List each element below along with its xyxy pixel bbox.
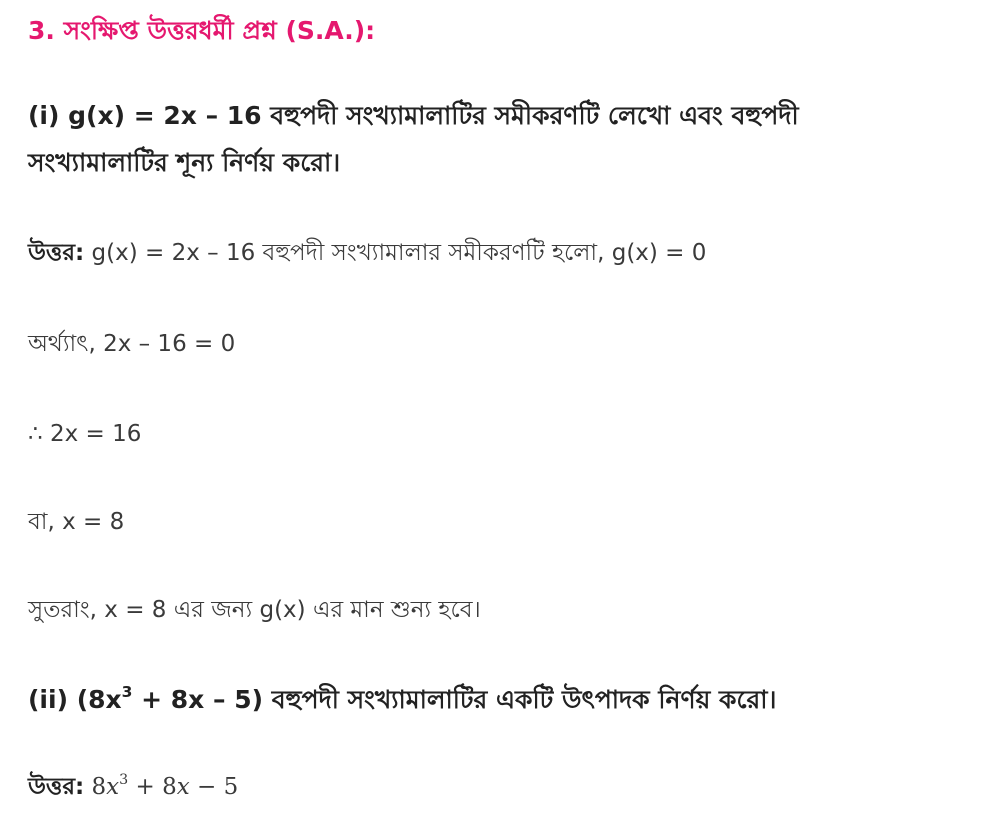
answer-1-conclusion: সুতরাং, x = 8 এর জন্য g(x) এর মান শুন্য হবে। <box>28 597 481 623</box>
answer-1-text: g(x) = 2x – 16 বহুপদী সংখ্যামালার সমীকরণটি হলো, g(x) = 0 <box>84 240 707 266</box>
question-2-exponent: 3 <box>121 683 133 702</box>
answer-2-coef: 8 <box>84 774 107 800</box>
answer-1-step-3: বা, x = 8 <box>28 509 125 535</box>
section-heading: 3. সংক্ষিপ্ত উত্তরধর্মী প্রশ্ন (S.A.): <box>28 16 376 45</box>
answer-2-term-3: − 5 <box>189 774 239 800</box>
question-2-prefix: (ii) (8x <box>28 685 122 714</box>
answer-1-line <box>28 240 706 268</box>
answer-label: উত্তর: <box>28 240 85 266</box>
question-2 <box>28 685 776 715</box>
answer-1-step-1: অর্থ্যাৎ, 2x – 16 = 0 <box>28 331 236 357</box>
question-1-line-1: (i) g(x) = 2x – 16 বহুপদী সংখ্যামালাটির সমীকরণটি লেখো এবং বহুপদী <box>28 101 799 130</box>
answer-2-line <box>28 774 238 802</box>
answer-label: উত্তর: <box>28 774 85 800</box>
answer-2-var: x <box>106 774 120 800</box>
answer-1-step-2: ∴ 2x = 16 <box>28 421 142 447</box>
question-1-line-2: সংখ্যামালাটির শূন্য নির্ণয় করো। <box>28 148 341 177</box>
question-2-suffix: + 8x – 5) বহুপদী সংখ্যামালাটির একটি উৎপাদক নির্ণয় করো। <box>132 685 777 714</box>
answer-2-exponent: 3 <box>119 772 129 789</box>
answer-2-var-2: x <box>176 774 190 800</box>
answer-2-term-2: + 8 <box>128 774 177 800</box>
